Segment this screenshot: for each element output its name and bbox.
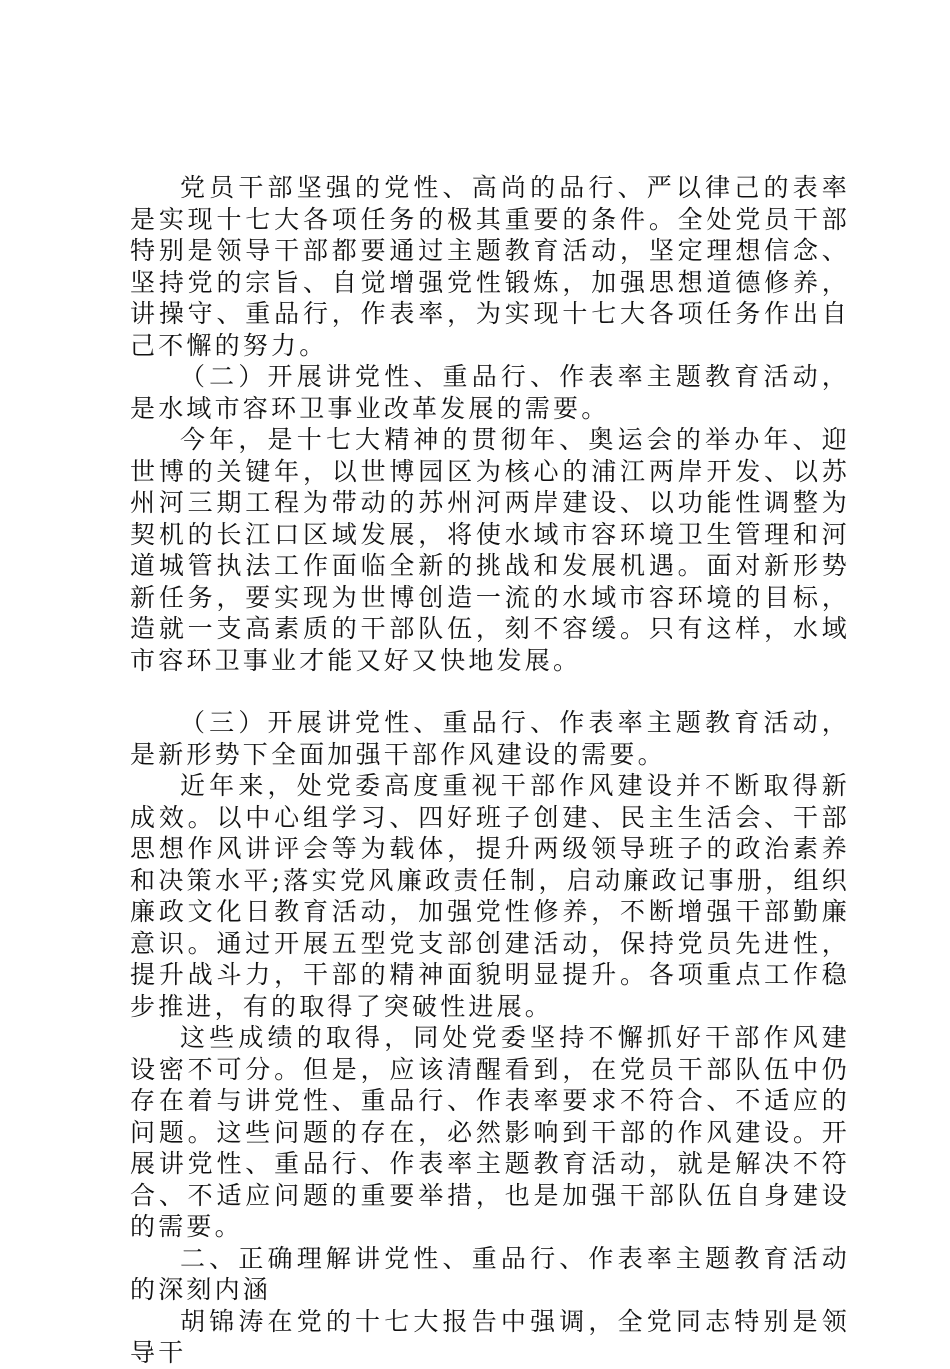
paragraph-hu-jintao-report: 胡锦涛在党的十七大报告中强调，全党同志特别是领导干 — [130, 1306, 850, 1367]
heading-section-2: （二）开展讲党性、重品行、作表率主题教育活动，是水域市容环卫事业改革发展的需要。 — [130, 362, 850, 423]
document-body — [130, 172, 850, 1369]
paragraph-party-cadre-qualities: 党员干部坚强的党性、高尚的品行、严以律己的表率是实现十七大各项任务的极其重要的条件。全处党员干部特别是领导干部都要通过主题教育活动，坚定理想信念、坚持党的宗旨、自觉增强党性锻炼，加强思想道德修养，讲操守、重品行，作表率，为实现十七大各项任务作出自己不懈的努力。 — [130, 173, 850, 360]
heading-section-3: （三）开展讲党性、重品行、作表率主题教育活动，是新形势下全面加强干部作风建设的需要。 — [130, 708, 850, 769]
paragraph-recent-years: 近年来，处党委高度重视干部作风建设并不断取得新成效。以中心组学习、四好班子创建、民主生活会、干部思想作风讲评会等为载体，提升两级领导班子的政治素养和决策水平;落实党风廉政责任制，启动廉政记事册，组织廉政文化日教育活动，加强党性修养，不断增强干部勤廉意识。通过开展五型党支部创建活动，保持党员先进性，提升战斗力，干部的精神面貌明显提升。各项重点工作稳步推进，有的取得了突破性进展。 — [130, 771, 850, 1021]
heading-part-two: 二、正确理解讲党性、重品行、作表率主题教育活动的深刻内涵 — [130, 1243, 850, 1304]
paragraph-achievements: 这些成绩的取得，同处党委坚持不懈抓好干部作风建设密不可分。但是，应该清醒看到，在党员干部队伍中仍存在着与讲党性、重品行、作表率要求不符合、不适应的问题。这些问题的存在，必然影响到干部的作风建设。开展讲党性、重品行、作表率主题教育活动，就是解决不符合、不适应问题的重要举措，也是加强干部队伍自身建设的需要。 — [130, 1023, 850, 1241]
paragraph-this-year: 今年，是十七大精神的贯彻年、奥运会的举办年、迎世博的关键年，以世博园区为核心的浦江两岸开发、以苏州河三期工程为带动的苏州河两岸建设、以功能性调整为契机的长江口区域发展，将使水域市容环境卫生管理和河道城管执法工作面临全新的挑战和发展机遇。面对新形势新任务，要实现为世博创造一流的水域市容环境的目标，造就一支高素质的干部队伍，刻不容缓。只有这样，水域市容环卫事业才能又好又快地发展。 — [130, 425, 850, 675]
